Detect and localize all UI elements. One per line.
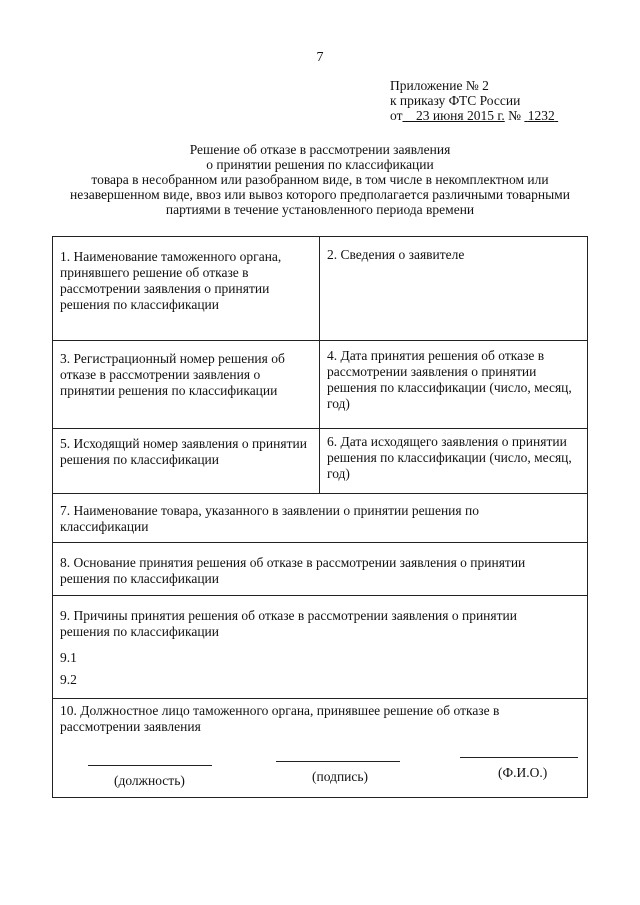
document-title xyxy=(40,142,600,217)
field-3-registration-number: 3. Регистрационный номер решения об отказе в рассмотрении заявления о принятии решения по классификации xyxy=(60,351,285,398)
field-6-outgoing-date: 6. Дата исходящего заявления о принятии решения по классификации (число, месяц, год) xyxy=(327,434,572,481)
title-line: партиями в течение установленного периода времени xyxy=(165,202,475,217)
row-divider xyxy=(53,542,587,543)
title-line: о принятии решения по классификации xyxy=(206,157,434,172)
row-divider xyxy=(53,428,587,429)
row-divider xyxy=(53,340,587,341)
field-10-official: 10. Должностное лицо таможенного органа, принявшее решение об отказе в рассмотрении заявления xyxy=(60,703,500,734)
appendix-date-line xyxy=(390,108,558,123)
position-caption: (должность) xyxy=(114,773,185,788)
appendix-number: 1232 xyxy=(527,108,555,123)
field-7-goods-name: 7. Наименование товара, указанного в заявлении о принятии решения по классификации xyxy=(60,503,479,534)
row-divider xyxy=(53,493,587,494)
appendix-title: Приложение № 2 xyxy=(390,78,489,93)
field-9-2: 9.2 xyxy=(60,672,77,687)
field-5-outgoing-number: 5. Исходящий номер заявления о принятии решения по классификации xyxy=(60,436,307,467)
field-4-decision-date: 4. Дата принятия решения об отказе в рассмотрении заявления о принятии решения по классификации (число, месяц, год) xyxy=(327,348,572,411)
appendix-from: от xyxy=(390,108,403,123)
field-8-refusal-basis: 8. Основание принятия решения об отказе в рассмотрении заявления о принятии решения по классификации xyxy=(60,555,526,586)
field-9-1: 9.1 xyxy=(60,650,77,665)
decision-form xyxy=(52,236,588,798)
row-divider xyxy=(53,698,587,699)
title-line: товара в несобранном или разобранном виде, в том числе в некомплектном или xyxy=(91,172,549,187)
title-line: Решение об отказе в рассмотрении заявления xyxy=(189,142,451,157)
page-number: 7 xyxy=(316,50,324,65)
field-9-refusal-reasons: 9. Причины принятия решения об отказе в рассмотрении заявления о принятии решения по классификации xyxy=(60,608,517,639)
name-line xyxy=(460,757,578,758)
name-caption: (Ф.И.О.) xyxy=(498,765,548,780)
position-line xyxy=(88,765,212,766)
appendix-date: 23 июня 2015 г. xyxy=(415,108,505,123)
field-1-customs-authority: 1. Наименование таможенного органа, принявшего решение об отказе в рассмотрении заявления о принятии решения по классификации xyxy=(60,249,282,312)
title-line: незавершенном виде, ввоз или вывоз которого предполагается различными товарными xyxy=(70,187,570,202)
row-divider xyxy=(53,595,587,596)
signature-caption: (подпись) xyxy=(312,769,369,784)
field-2-applicant: 2. Сведения о заявителе xyxy=(327,247,465,262)
signature-line xyxy=(276,761,400,762)
appendix-order: к приказу ФТС России xyxy=(390,93,521,108)
appendix-block xyxy=(390,78,558,123)
appendix-number-label: № xyxy=(508,108,522,123)
